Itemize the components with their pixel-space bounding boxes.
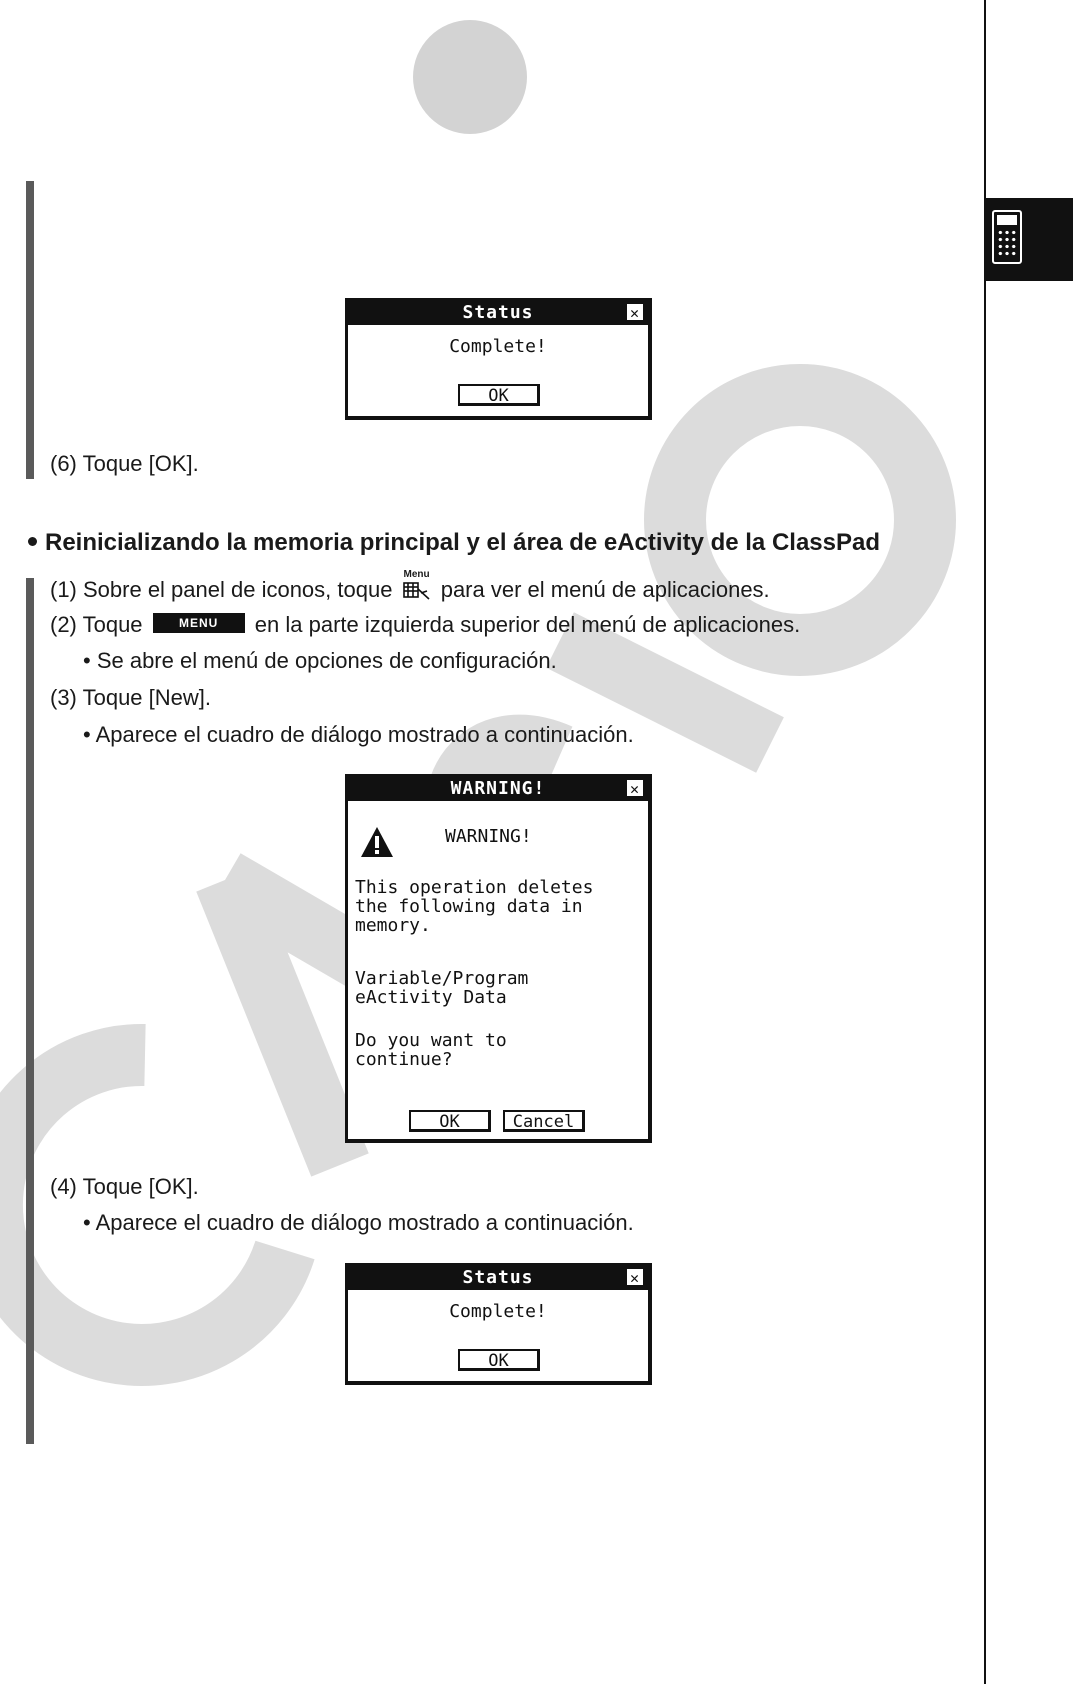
step-2-text: (2) Toque xyxy=(50,612,143,637)
warning-heading: WARNING! xyxy=(445,826,532,847)
dialog-message: Complete! xyxy=(449,336,547,357)
warning-line-7: continue? xyxy=(355,1049,453,1070)
step-2-text-end: en la parte izquierda superior del menú de aplicaciones. xyxy=(254,612,801,637)
note-dialog-2: • Aparece el cuadro de diálogo mostrado a continuación. xyxy=(83,1210,634,1235)
step-2 xyxy=(50,612,800,638)
decorative-circle xyxy=(413,20,527,134)
section-bar-top xyxy=(26,181,34,479)
warning-line-5: eActivity Data xyxy=(355,987,507,1008)
ok-button[interactable]: OK xyxy=(458,1349,540,1371)
step-4: (4) Toque [OK]. xyxy=(50,1174,199,1199)
warning-line-3: memory. xyxy=(355,915,431,936)
bullet-icon xyxy=(28,537,37,546)
warning-line-4: Variable/Program xyxy=(355,968,529,989)
menu-icon-label: Menu xyxy=(403,569,430,580)
note-dialog-1: • Aparece el cuadro de diálogo mostrado a continuación. xyxy=(83,722,634,747)
cancel-button[interactable]: Cancel xyxy=(503,1110,585,1132)
step-1 xyxy=(50,569,770,606)
dialog-title-bar xyxy=(348,1266,648,1290)
ok-button[interactable]: OK xyxy=(458,384,540,406)
dialog-title-bar xyxy=(348,301,648,325)
section-heading-text: Reinicializando la memoria principal y el área de eActivity de la ClassPad xyxy=(45,529,881,556)
step-3: (3) Toque [New]. xyxy=(50,685,212,710)
dialog-message: Complete! xyxy=(449,1301,547,1322)
note-settings: • Se abre el menú de opciones de configuración. xyxy=(83,648,557,673)
close-icon[interactable]: ✕ xyxy=(626,1268,644,1286)
step-1-text-end: para ver el menú de aplicaciones. xyxy=(440,576,770,602)
warning-line-2: the following data in xyxy=(355,896,583,917)
menu-key: MENU xyxy=(153,613,245,633)
warning-triangle-icon xyxy=(360,826,394,858)
warning-line-1: This operation deletes xyxy=(355,877,594,898)
status-dialog xyxy=(345,1263,652,1385)
status-dialog xyxy=(345,298,652,420)
close-icon[interactable]: ✕ xyxy=(626,303,644,321)
close-icon[interactable]: ✕ xyxy=(626,779,644,797)
dialog-title: Status xyxy=(462,302,534,323)
warning-dialog xyxy=(345,774,652,1143)
section-bar-main xyxy=(26,578,34,1444)
dialog-title: WARNING! xyxy=(450,778,546,799)
warning-line-6: Do you want to xyxy=(355,1030,507,1051)
dialog-title-bar xyxy=(348,777,648,801)
step-6: (6) Toque [OK]. xyxy=(50,451,199,476)
ok-button[interactable]: OK xyxy=(409,1110,491,1132)
dialog-title: Status xyxy=(462,1267,534,1288)
chapter-tab xyxy=(986,198,1073,281)
section-heading xyxy=(28,529,880,557)
menu-icon xyxy=(401,570,433,600)
step-1-text: (1) Sobre el panel de iconos, toque xyxy=(50,576,393,602)
calculator-icon xyxy=(992,210,1022,264)
